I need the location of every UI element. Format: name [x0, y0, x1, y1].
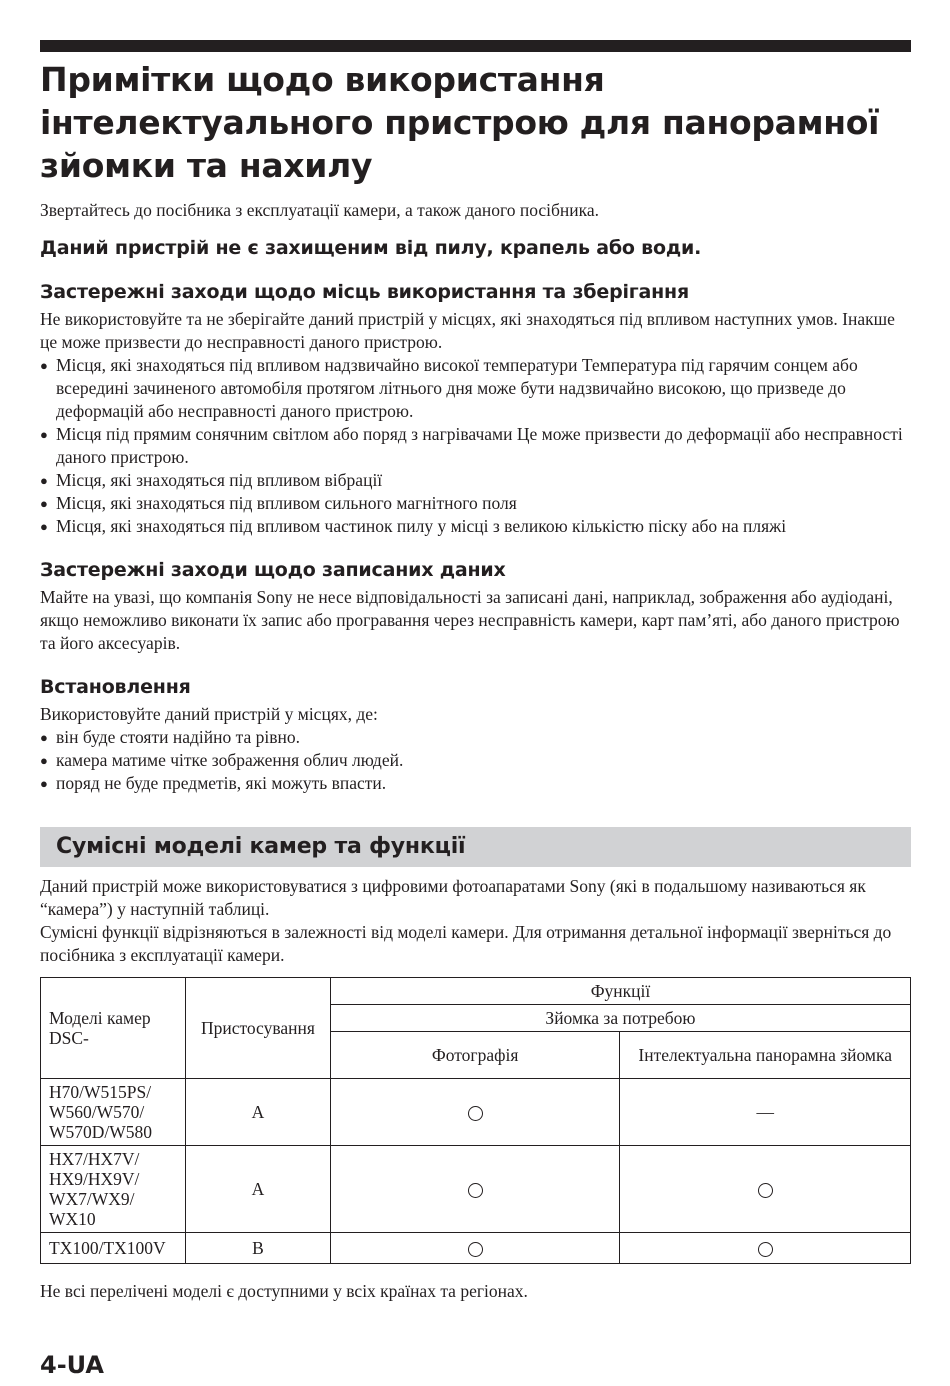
adapter-cell: A — [185, 1146, 330, 1233]
circle-icon — [468, 1106, 483, 1121]
storage-list — [40, 354, 911, 538]
panorama-cell — [620, 1079, 911, 1146]
list-item: ● Місця, які знаходяться під впливом частинок пилу у місці з великою кількістю піску або на пляжі — [40, 515, 911, 538]
compat-para-2: Сумісні функції відрізняються в залежності від моделі камери. Для отримання детальної інформації зверніться до посібника з експлуатації камери. — [40, 922, 892, 965]
header-photo: Фотографія — [330, 1032, 619, 1079]
dash-symbol: — — [756, 1102, 774, 1122]
installation-list — [40, 726, 911, 795]
data-notes-heading: Застережні заходи щодо записаних даних — [40, 559, 506, 581]
intro-text: Звертайтесь до посібника з експлуатації камери, а також даного посібника. — [40, 200, 600, 220]
panorama-cell — [620, 1233, 911, 1264]
page — [40, 40, 911, 1303]
model-cell: TX100/TX100V — [41, 1233, 186, 1264]
circle-icon — [758, 1242, 773, 1257]
list-item: ● камера матиме чітке зображення облич людей. — [40, 749, 911, 772]
list-item: ● Місця, які знаходяться під впливом надзвичайно високої температури Температура під гарячим сонцем або всередині зачиненого автомобіля протягом літнього дня може бути надзвичайно високою, що призведе до деформацій або несправності даного пристрою. — [40, 354, 911, 423]
top-rule — [40, 40, 911, 52]
list-item: ● Місця, які знаходяться під впливом вібрації — [40, 469, 911, 492]
storage-text: Не використовуйте та не зберігайте даний пристрій у місцях, які знаходяться під впливом наступних умов. Інакше це може призвести до несправності даного пристрою. — [40, 309, 895, 352]
adapter-cell: B — [185, 1233, 330, 1264]
adapter-cell: A — [185, 1079, 330, 1146]
compat-section-heading: Сумісні моделі камер та функції — [40, 827, 911, 867]
model-cell: HX7/HX7V/ HX9/HX9V/ WX7/WX9/ WX10 — [41, 1146, 186, 1233]
table-row — [41, 1079, 911, 1146]
page-number: 4-UA — [40, 1351, 104, 1379]
table-row — [41, 1233, 911, 1264]
installation-heading: Встановлення — [40, 676, 191, 698]
circle-icon — [758, 1183, 773, 1198]
installation-text: Використовуйте даний пристрій у місцях, де: — [40, 704, 378, 724]
list-item: ● поряд не буде предметів, які можуть впасти. — [40, 772, 911, 795]
header-on-demand: Зйомка за потребою — [330, 1005, 910, 1032]
compat-table — [40, 977, 911, 1264]
list-item: ● він буде стояти надійно та рівно. — [40, 726, 911, 749]
list-item: ● Місця, які знаходяться під впливом сильного магнітного поля — [40, 492, 911, 515]
compat-para-1: Даний пристрій може використовуватися з цифровими фотоапаратами Sony (які в подальшому називаються як “камера”) у наступній таблиці. — [40, 876, 866, 919]
data-notes-text: Майте на увазі, що компанія Sony не несе відповідальності за записані дані, наприклад, зображення або аудіодані, якщо неможливо виконати їх запис або програвання через несправність камери, карт пам’яті, або даного пристрою та його аксесуарів. — [40, 587, 900, 653]
header-models: Моделі камер DSC- — [41, 978, 186, 1079]
table-row — [41, 1146, 911, 1233]
header-adapter: Пристосування — [185, 978, 330, 1079]
photo-cell — [330, 1146, 619, 1233]
panorama-cell — [620, 1146, 911, 1233]
circle-icon — [468, 1183, 483, 1198]
model-cell: H70/W515PS/ W560/W570/ W570D/W580 — [41, 1079, 186, 1146]
circle-icon — [468, 1242, 483, 1257]
header-functions: Функції — [330, 978, 910, 1005]
page-title: Примітки щодо використання інтелектуального пристрою для панорамної зйомки та нахилу — [40, 60, 880, 185]
footnote: Не всі перелічені моделі є доступними у всіх країнах та регіонах. — [40, 1281, 528, 1301]
storage-heading: Застережні заходи щодо місць використання та зберігання — [40, 281, 689, 303]
warning-heading: Даний пристрій не є захищеним від пилу, крапель або води. — [40, 237, 702, 259]
photo-cell — [330, 1233, 619, 1264]
photo-cell — [330, 1079, 619, 1146]
header-panorama: Інтелектуальна панорамна зйомка — [620, 1032, 911, 1079]
list-item: ● Місця під прямим сонячним світлом або поряд з нагрівачами Це може призвести до деформації або несправності даного пристрою. — [40, 423, 911, 469]
